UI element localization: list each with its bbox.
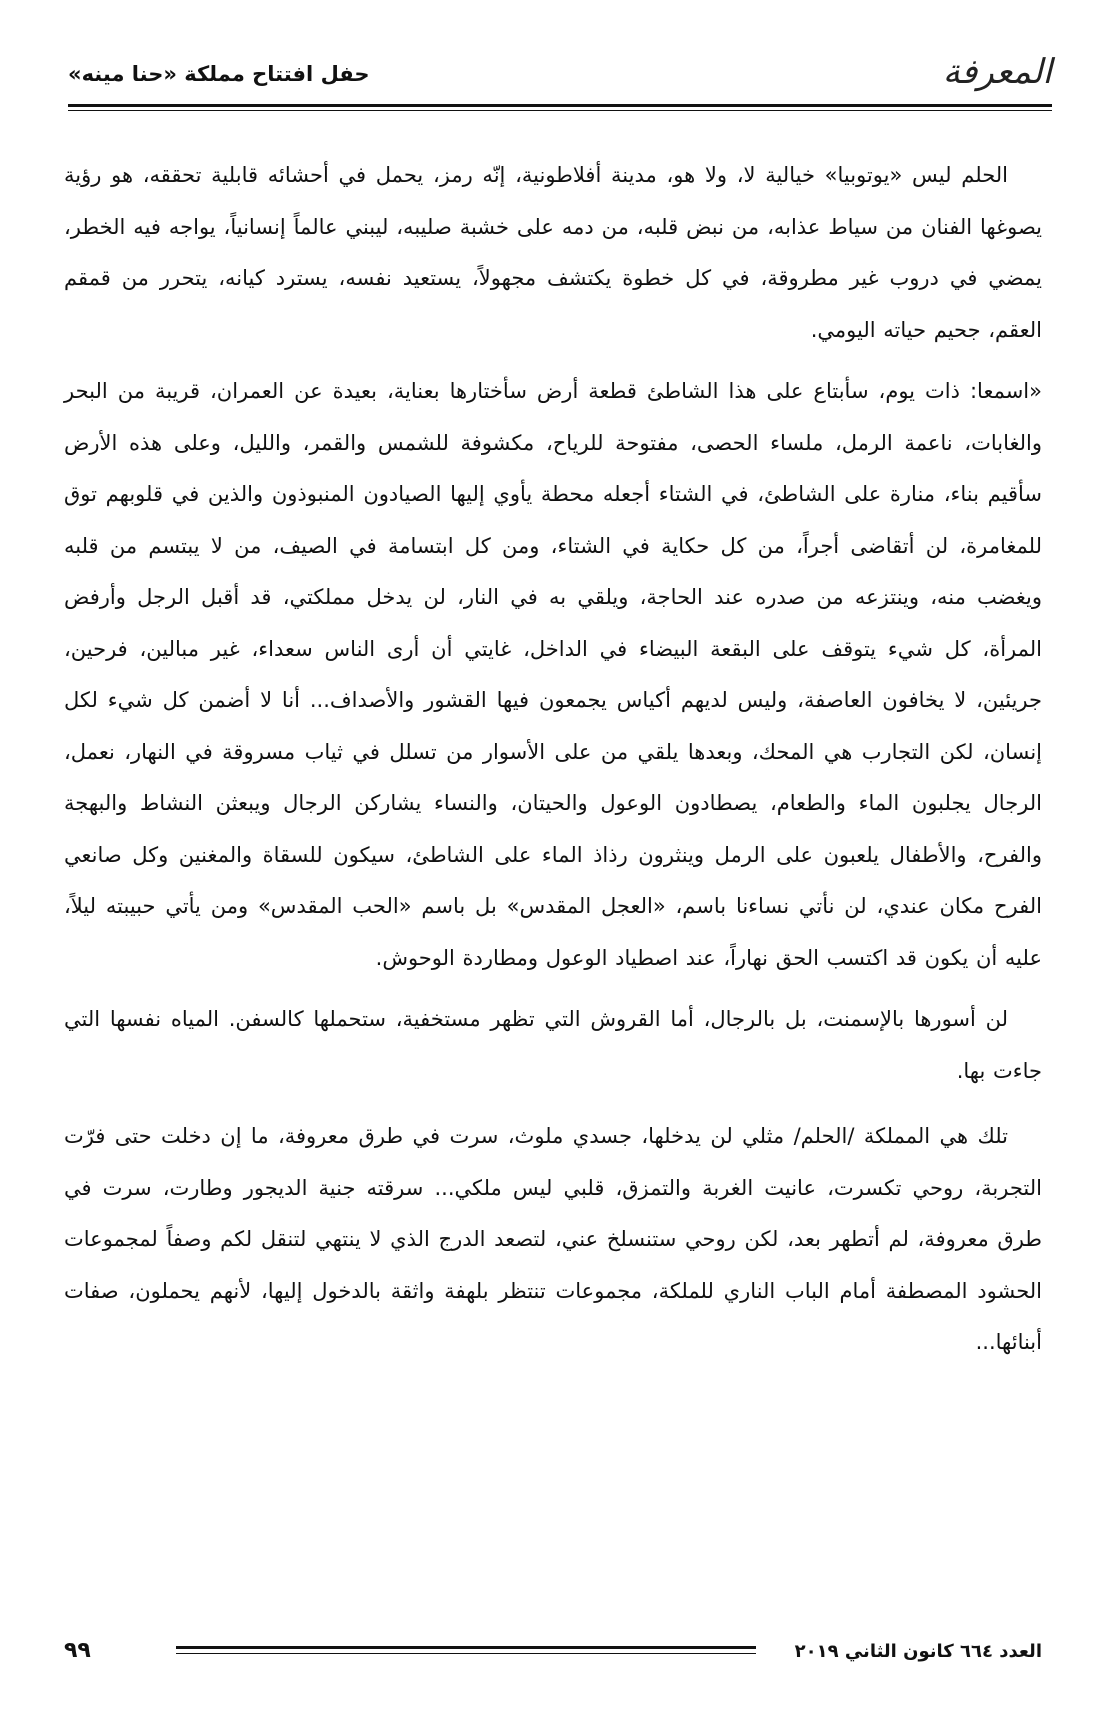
footer-rule	[176, 1646, 756, 1654]
paragraph-kingdom-speech: «اسمعا: ذات يوم، سأبتاع على هذا الشاطئ قطعة أرض سأختارها بعناية، بعيدة عن العمران، قريبة من البحر والغابات، ناعمة الرمل، ملساء الحصى، مفتوحة للرياح، مكشوفة للشمس والقمر، والليل، وعلى هذه الأرض سأقيم بناء، منارة على الشاطئ، في الشتاء أجعله محطة يأوي إليها الصيادون المنبوذون والذين في قلوبهم توق للمغامرة، لن أتقاضى أجراً، من كل حكاية في الشتاء، ومن كل ابتسامة في الصيف، من لا يبتسم من قلبه ويغضب منه، وينتزعه من صدره عند الحاجة، ويلقي به في النار، لن يدخل مملكتي، قد أقبل الرجل وأرفض المرأة، كل شيء يتوقف على البقعة البيضاء في الداخل، غايتي أن أرى الناس سعداء، غير مبالين، فرحين، جريئين، لا يخافون العاصفة، وليس لديهم أكياس يجمعون فيها القشور والأصداف... أنا لا أضمن كل شيء لكل إنسان، لكن التجارب هي المحك، وبعدها يلقي من على الأسوار من تسلل في ثياب مسروقة في النهار، نعمل، الرجال يجلبون الماء والطعام، يصطادون الوعول والحيتان، والنساء يشاركن الرجال ويبعثن النشاط والبهجة والفرح، والأطفال يلعبون على الرمل وينثرون رذاذ الماء على الشاطئ، سيكون للسقاة والمغنين وكل صانعي الفرح مكان عندي، لن نأتي نساءنا باسم، «العجل المقدس» بل باسم «الحب المقدس» ومن يأتي حبيبته ليلاً، عليه أن يكون قد اكتسب الحق نهاراً، عند اصطياد الوعول ومطاردة الوحوش.	[64, 379, 1042, 970]
header-rule-thick	[68, 104, 1052, 107]
page-header	[68, 52, 1052, 100]
running-article-title: حفل افتتاح مملكة «حنا مينه»	[68, 62, 370, 86]
paragraph-walls: لن أسورها بالإسمنت، بل بالرجال، أما القروش التي تظهر مستخفية، ستحملها كالسفن. المياه نفسها التي جاءت بها.	[64, 1007, 1042, 1083]
header-rule-thin	[68, 110, 1052, 111]
paragraph-dream: الحلم ليس «يوتوبيا» خيالية لا، ولا هو، مدينة أفلاطونية، إنّه رمز، يحمل في أحشائه قابلية تحققه، هو رؤية يصوغها الفنان من سياط عذابه، من نبض قلبه، من دمه على خشبة صليبه، ليبني عالماً إنسانياً، يواجه فيه الخطر، يمضي في دروب غير مطروقة، في كل خطوة يكتشف مجهولاً، يستعيد نفسه، يسترد كيانه، يتحرر من قمقم العقم، جحيم حياته اليومي.	[64, 163, 1042, 342]
magazine-logo: المعرفة	[942, 52, 1052, 92]
article-body	[64, 150, 1042, 1379]
page-number: ٩٩	[64, 1638, 91, 1663]
issue-info: العدد ٦٦٤ كانون الثاني ٢٠١٩	[794, 1641, 1042, 1662]
page-footer	[64, 1636, 1042, 1676]
paragraph-closing: تلك هي المملكة /الحلم/ مثلي لن يدخلها، جسدي ملوث، سرت في طرق معروفة، ما إن دخلت حتى فرّت التجربة، روحي تكسرت، عانيت الغربة والتمزق، قلبي ليس ملكي... سرقته جنية الديجور وطارت، سرت في طرق معروفة، لم أتطهر بعد، لكن روحي ستنسلخ عني، لتصعد الدرج الذي لا ينتهي لتنقل لكم وصفاً لمجموعات الحشود المصطفة أمام الباب الناري للملكة، مجموعات تنتظر بلهفة واثقة بالدخول إليها، لأنهم يحملون، صفات أبنائها...	[64, 1124, 1042, 1354]
